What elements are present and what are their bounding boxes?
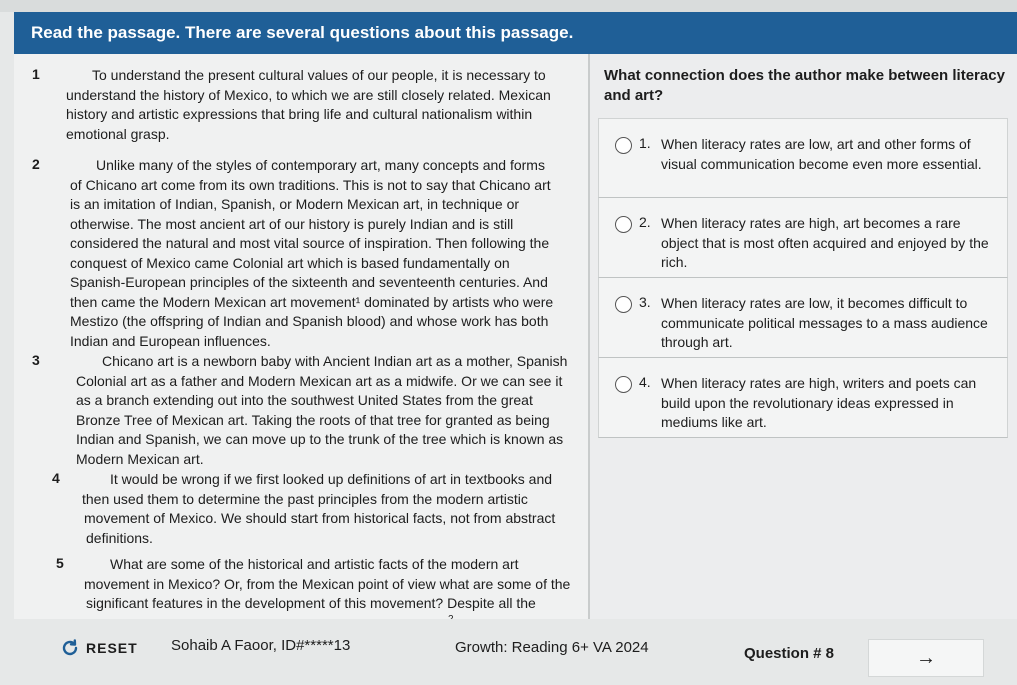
paragraph-number: 3: [32, 352, 40, 368]
reset-label: RESET: [86, 640, 138, 656]
passage-line: What are some of the historical and artistic facts of the modern art: [110, 556, 519, 572]
passage-line: emotional grasp.: [66, 125, 170, 142]
passage-line: is an imitation of Indian, Spanish, or Modern Mexican art, in technique or: [70, 196, 520, 212]
radio-button[interactable]: [615, 216, 632, 233]
test-name: Growth: Reading 6+ VA 2024: [455, 639, 649, 656]
passage-line: conquest of Mexico came Colonial art which is based fundamentally on: [70, 254, 510, 271]
passage-line: To understand the present cultural values of our people, it is necessary to: [92, 67, 546, 83]
arrow-right-icon: →: [916, 646, 936, 669]
header-bar: [14, 12, 1017, 54]
student-info: Sohaib A Faoor, ID#*****13: [171, 637, 351, 654]
passage-line: history and artistic expressions that bring life and cultural nationalism within: [66, 106, 533, 122]
answer-options: [598, 118, 1008, 438]
question-panel: [590, 54, 1017, 619]
answer-option-4[interactable]: [598, 358, 1008, 438]
footer-bar: [0, 619, 1017, 685]
question-text: What connection does the author make between literacy and art?: [604, 67, 1005, 104]
passage-line: then used them to determine the past principles from the modern artistic: [82, 490, 528, 507]
passage-line: as a branch extending out into the southwest United States from the great: [76, 392, 533, 408]
passage-line: considered the natural and most vital source of inspiration. Then following the: [70, 235, 550, 251]
paragraph-2: [14, 156, 590, 351]
paragraph-number: 1: [32, 66, 40, 82]
passage-line: Indian and Spanish, we can move up to the trunk of the tree which is known as: [76, 431, 564, 447]
option-number: 3.: [639, 294, 651, 310]
paragraph-number: 2: [32, 156, 40, 172]
option-text: When literacy rates are low, it becomes difficult to communicate political messages to a mass audience through art.: [661, 295, 988, 350]
answer-option-3[interactable]: [598, 278, 1008, 358]
passage-line: Unlike many of the styles of contemporary art, many concepts and forms: [96, 157, 545, 173]
passage-line: significant features in the development of this movement? Despite all the: [86, 595, 536, 611]
passage-line: Bronze Tree of Mexican art. Taking the roots of that tree for granted as being: [76, 411, 550, 428]
passage-line: movement of Mexico. We should start from historical facts, not from abstract: [84, 510, 556, 526]
answer-option-2[interactable]: [598, 198, 1008, 278]
passage-line: otherwise. The most ancient art of our history is purely Indian and is still: [70, 215, 514, 232]
refresh-icon: [60, 638, 80, 658]
paragraph-1: [14, 66, 590, 144]
radio-button[interactable]: [615, 376, 632, 393]
option-number: 4.: [639, 374, 651, 390]
passage-line: understand the history of Mexico, to which we are still closely related. Mexican: [66, 86, 551, 103]
option-number: 2.: [639, 214, 651, 230]
radio-button[interactable]: [615, 296, 632, 313]
passage-line: Spanish-European principles of the sixteenth and seventeenth centuries. And: [70, 274, 548, 290]
paragraph-5: [14, 555, 590, 614]
option-text: When literacy rates are low, art and other forms of visual communication become even more essential.: [661, 136, 982, 172]
option-text: When literacy rates are high, art becomes a rare object that is most often acquired and enjoyed by the rich.: [661, 215, 989, 270]
paragraph-3: [14, 352, 590, 469]
paragraph-4: [14, 470, 590, 548]
page-title: Read the passage. There are several questions about this passage.: [31, 23, 574, 42]
passage-panel[interactable]: [14, 54, 590, 619]
passage-line: movement in Mexico? Or, from the Mexican point of view what are some of the: [84, 575, 571, 592]
top-strip: [0, 0, 1017, 12]
option-number: 1.: [639, 135, 651, 151]
passage-line: Colonial art as a father and Modern Mexican art as a midwife. Or we can see it: [76, 372, 563, 389]
reset-button[interactable]: [60, 638, 138, 658]
radio-button[interactable]: [615, 137, 632, 154]
passage-line: of Chicano art come from its own traditions. This is not to say that Chicano art: [70, 176, 551, 193]
passage-line: Mestizo (the offspring of Indian and Spanish blood) and whose work has both: [70, 313, 549, 329]
answer-option-1[interactable]: [598, 118, 1008, 198]
passage-line: then came the Modern Mexican art movement¹ dominated by artists who were: [70, 293, 554, 310]
passage-line: definitions.: [86, 529, 153, 546]
passage-line: Indian and European influences.: [70, 332, 271, 349]
paragraph-number: 5: [56, 555, 64, 571]
passage-line: It would be wrong if we first looked up definitions of art in textbooks and: [110, 471, 553, 487]
next-button[interactable]: [868, 639, 984, 677]
question-number: Question # 8: [744, 645, 835, 662]
passage-line: Chicano art is a newborn baby with Ancient Indian art as a mother, Spanish: [102, 353, 568, 369]
paragraph-number: 4: [52, 470, 60, 486]
passage-line: Modern Mexican art.: [76, 450, 204, 467]
option-text: When literacy rates are high, writers and poets can build upon the revolutionary ideas expressed in mediums like art.: [661, 375, 977, 430]
